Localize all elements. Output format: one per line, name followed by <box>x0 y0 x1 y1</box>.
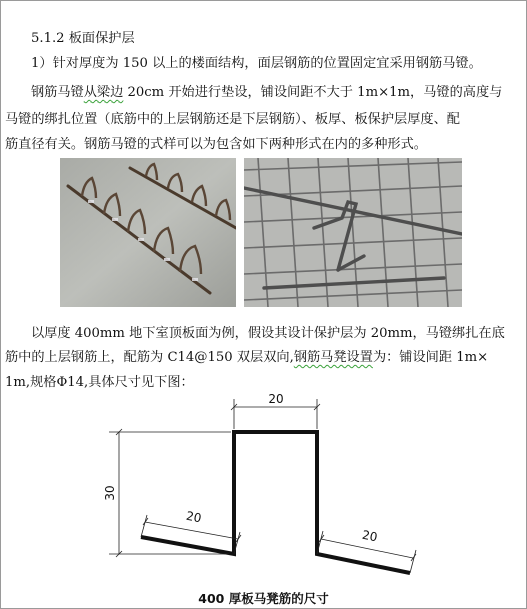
paragraph-2-line-3: 1m,规格Φ14,具体尺寸见下图： <box>5 375 194 390</box>
dimension-left-leg-label: 20 <box>184 508 203 526</box>
chair-bar-on-mesh-photo <box>244 158 462 307</box>
dimension-right-leg-label: 20 <box>360 527 379 545</box>
paragraph-1-line-4: 筋直径有关。钢筋马镫的式样可以为包含如下两种形式在内的多种形式。 <box>5 137 427 152</box>
spellcheck-underlined-text: 从梁边 <box>83 85 124 100</box>
dimension-top-label: 20 <box>268 392 284 406</box>
dimension-height-label: 30 <box>103 485 117 501</box>
text-run: 钢筋马镫 <box>31 85 84 100</box>
spellcheck-underlined-text: 钢筋马凳设置 <box>293 350 373 365</box>
paragraph-1-line-1: 1）针对厚度为 150 以上的楼面结构，面层钢筋的位置固定宜采用钢筋马镫。 <box>31 56 482 71</box>
paragraph-2-line-1: 以厚度 400mm 地下室顶板面为例，假设其设计保护层为 20mm，马镫绑扎在底 <box>31 326 505 341</box>
chair-bar-row-photo <box>60 158 236 307</box>
paragraph-1-line-2 <box>31 83 502 103</box>
paragraph-2-line-2 <box>5 348 488 368</box>
chair-bar-dimension-drawing <box>101 391 431 587</box>
paragraph-1-line-3: 马镫的绑扎位置（底筋中的上层钢筋还是下层钢筋）、板厚、板保护层厚度、配 <box>5 112 460 127</box>
chair-bar-shape <box>141 432 410 573</box>
text-run: 为：铺设间距 1m× <box>372 350 489 365</box>
section-heading: 5.1.2 板面保护层 <box>31 31 135 46</box>
text-run: 20cm 开始进行垫设，铺设间距不大于 1m×1m，马镫的高度与 <box>123 85 503 100</box>
text-run: 筋中的上层钢筋上，配筋为 C14@150 双层双向, <box>5 350 294 365</box>
figure-caption: 400 厚板马凳筋的尺寸 <box>198 591 329 606</box>
